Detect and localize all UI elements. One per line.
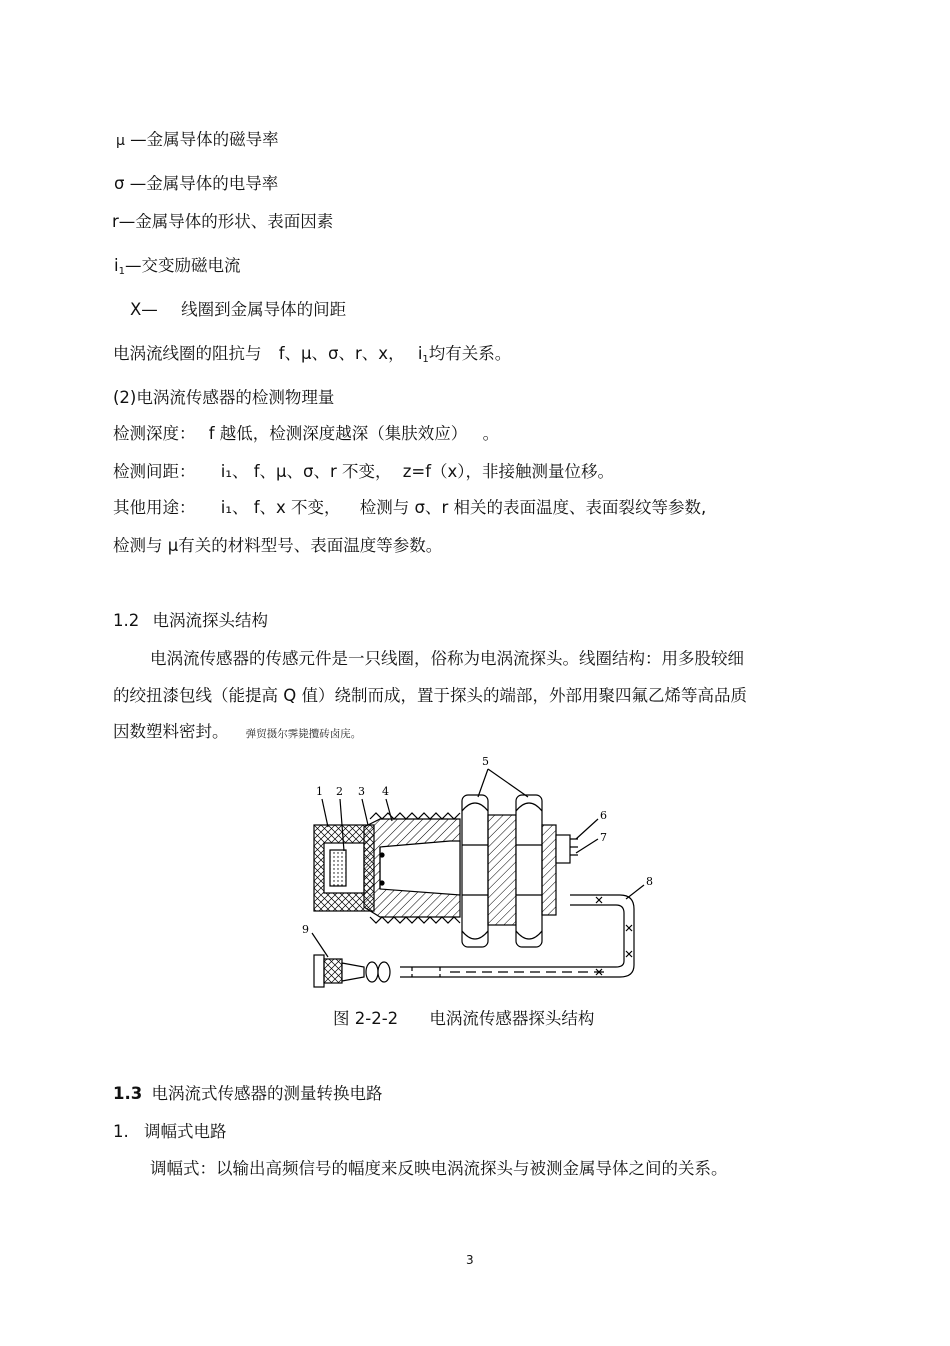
sec12-para-line-1: 电涡流传感器的传感元件是一只线圈，俗称为电涡流探头。线圈结构：用多股较细 [150,649,744,668]
relation-sub: 1 [422,354,429,365]
other-text: 检测与 σ、r 相关的表面温度、表面裂纹等参数, [359,498,707,517]
sec13-sub-heading [113,1121,227,1143]
sec12-para-line-2: 的绞扭漆包线（能提高 Q 值）绕制而成，置于探头的端部，外部用聚四氟乙烯等高品质 [113,686,747,705]
sec13-para: 调幅式：以输出高频信号的幅度来反映电涡流探头与被测金属导体之间的关系。 [150,1159,728,1178]
relation-i: i [417,344,423,363]
sec12-heading [113,610,268,632]
sec13-num: 1.3 [113,1084,143,1103]
figure-caption [333,1008,594,1030]
def-mu-symbol: μ [116,133,125,149]
fig-label-4: 4 [382,785,389,798]
def-x-text: 线圈到金属导体的间距 [181,300,347,319]
fig-label-6: 6 [600,809,607,822]
gap-label: 检测间距： [113,462,196,481]
other-line [113,497,706,519]
def-x [130,299,346,321]
sec13-title: 电涡流式传感器的测量转换电路 [151,1084,383,1103]
relation-pre: 电涡流线圈的阻抗与 [113,344,262,363]
def-i1 [114,255,240,283]
gap-text: z=f（x），非接触测量位移。 [402,462,615,481]
depth-end: 。 [482,424,500,443]
relation-vars: f、μ、σ、r、x， [278,344,405,363]
def-mu [116,129,279,152]
depth-text: f 越低，检测深度越深（集肤效应） [208,424,468,443]
page-number: 3 [466,1253,474,1267]
def-i1-symbol: i [114,256,119,275]
def-r [112,211,333,233]
fig-label-9: 9 [302,923,309,936]
other-vars: i₁、 f、x 不变， [220,498,341,517]
def-i1-sub: 1 [118,266,125,277]
gap-line [113,461,614,483]
gap-vars: i₁、 f、μ、σ、r 不变， [220,462,392,481]
depth-label: 检测深度： [113,424,196,443]
figure-caption-num: 图 2-2-2 [333,1009,399,1028]
def-sigma [114,173,278,195]
depth-line [113,423,499,445]
probe-structure-figure [300,755,660,995]
sec13-sub-num: 1. [113,1122,129,1141]
def-sigma-text: —金属导体的电导率 [129,174,279,193]
sec12-num: 1.2 [113,611,140,630]
other-label: 其他用途： [113,498,196,517]
sec12-garbled-text: 弹贸摄尔霁毙攬砖卤庑。 [245,728,362,740]
def-r-symbol: r [112,212,119,231]
fig-label-8: 8 [646,875,653,888]
figure-caption-text: 电涡流传感器探头结构 [429,1009,595,1028]
sec12-para-line-3 [113,721,361,745]
fig-label-7: 7 [600,831,607,844]
sec12-para-line-3-text: 因数塑料密封。 [113,722,229,741]
fig-label-2: 2 [336,785,343,798]
def-r-text: —金属导体的形状、表面因素 [118,212,334,231]
other-line-2: 检测与 μ有关的材料型号、表面温度等参数。 [113,536,443,555]
fig-label-3: 3 [358,785,365,798]
fig-label-1: 1 [316,785,323,798]
section2-heading: (2)电涡流传感器的检测物理量 [113,388,335,407]
sec12-title: 电涡流探头结构 [152,611,268,630]
def-mu-text: —金属导体的磁导率 [130,130,279,149]
fig-label-5: 5 [482,755,489,768]
relation-post: 均有关系。 [428,344,512,363]
relation-line [113,343,511,371]
def-x-symbol: X— [130,300,158,319]
sec13-heading [113,1083,382,1105]
def-i1-text: —交变励磁电流 [124,256,241,275]
def-sigma-symbol: σ [114,174,125,193]
sec13-sub-title: 调幅式电路 [144,1122,227,1141]
